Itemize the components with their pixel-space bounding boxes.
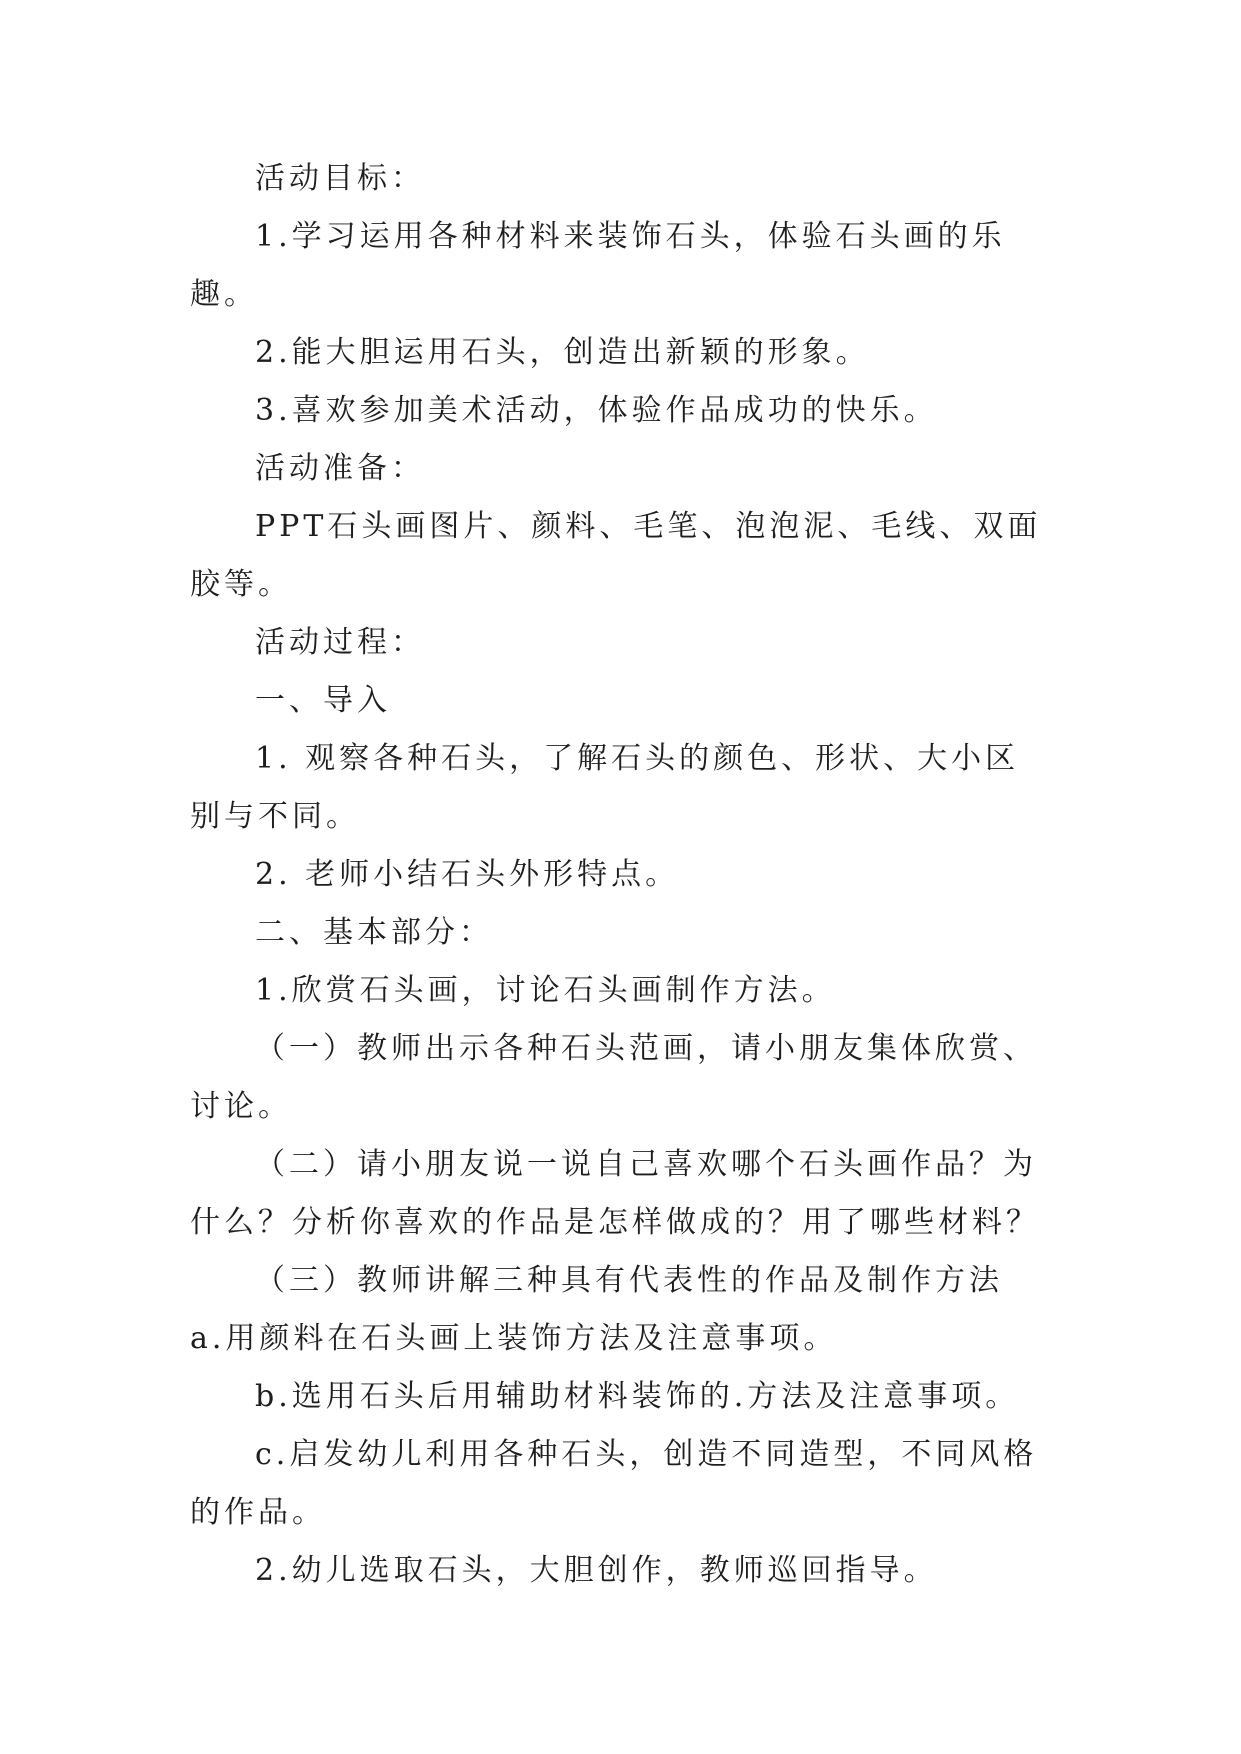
goal-item-3: 3.喜欢参加美术活动，体验作品成功的快乐。 [255,393,938,428]
basic-step-2: 2.幼儿选取石头，大胆创作，教师巡回指导。 [255,1553,938,1588]
basic-substep-3: （三）教师讲解三种具有代表性的作品及制作方法 a.用颜料在石头画上装饰方法及注意事项。 [190,1263,1003,1356]
intro-step-2: 2. 老师小结石头外形特点。 [255,857,680,892]
section-basic-part: 二、基本部分： [255,915,493,950]
preparation-materials: PPT石头画图片、颜料、毛笔、泡泡泥、毛线、双面胶等。 [190,509,1042,602]
method-c: c.启发幼儿利用各种石头，创造不同造型，不同风格的作品。 [190,1437,1038,1530]
heading-activity-preparation: 活动准备： [255,451,425,486]
intro-step-1: 1. 观察各种石头，了解石头的颜色、形状、大小区别与不同。 [190,741,1020,834]
basic-substep-2: （二）请小朋友说一说自己喜欢哪个石头画作品？为什么？分析你喜欢的作品是怎样做成的？用了哪些材料？ [190,1147,1040,1240]
goal-item-1: 1.学习运用各种材料来装饰石头，体验石头画的乐趣。 [190,219,1006,312]
goal-item-2: 2.能大胆运用石头，创造出新颖的形象。 [255,335,870,370]
basic-step-1: 1.欣赏石头画，讨论石头画制作方法。 [255,973,836,1008]
document-body [190,150,1050,1600]
heading-activity-process: 活动过程： [255,625,425,660]
basic-substep-1: （一）教师出示各种石头范画，请小朋友集体欣赏、讨论。 [190,1031,1037,1124]
heading-activity-goals: 活动目标： [255,161,425,196]
method-b: b.选用石头后用辅助材料装饰的.方法及注意事项。 [255,1379,1020,1414]
section-introduction: 一、导入 [255,683,391,718]
